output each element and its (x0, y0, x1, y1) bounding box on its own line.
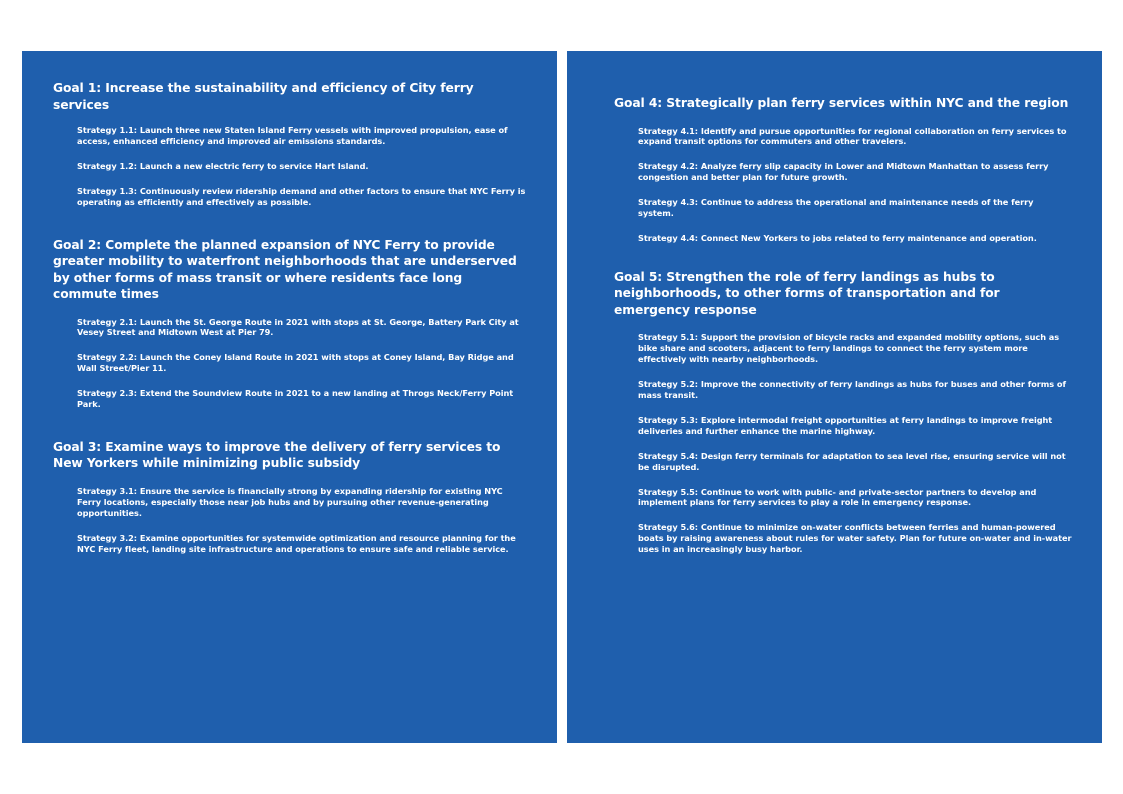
left-page (22, 51, 557, 743)
goal-4-section (614, 95, 1072, 244)
strategy-5-3: Strategy 5.3: Explore intermodal freight opportunities at ferry landings to improve freight deliveries and further enhance the marine highway. (638, 414, 1053, 436)
goal-3-title: Goal 3: Examine ways to improve the delivery of ferry services to New Yorkers while minimizing public subsidy (53, 439, 501, 471)
goal-2-section (53, 237, 527, 410)
goal-1-title: Goal 1: Increase the sustainability and efficiency of City ferry services (53, 81, 474, 112)
strategy-4-4: Strategy 4.4: Connect New Yorkers to jobs related to ferry maintenance and operation. (638, 232, 1037, 243)
strategy-4-2: Strategy 4.2: Analyze ferry slip capacity in Lower and Midtown Manhattan to assess ferry congestion and better plan for future growth. (638, 161, 1049, 183)
strategy-1-1: Strategy 1.1: Launch three new Staten Island Ferry vessels with improved propulsion, ease of access, enhanced efficiency and improved air emissions standards. (77, 125, 508, 146)
strategy-1-2: Strategy 1.2: Launch a new electric ferry to service Hart Island. (77, 160, 369, 171)
strategy-5-4: Strategy 5.4: Design ferry terminals for adaptation to sea level rise, ensuring service will not be disrupted. (638, 450, 1066, 472)
goal-5-title: Goal 5: Strengthen the role of ferry landings as hubs to neighborhoods, to other forms of transportation and for emergency response (614, 269, 1000, 317)
strategy-2-1: Strategy 2.1: Launch the St. George Route in 2021 with stops at St. George, Battery Park City at Vesey Street and Midtown West at Pier 79. (77, 316, 519, 338)
strategy-1-3: Strategy 1.3: Continuously review ridership demand and other factors to ensure that NYC Ferry is operating as efficiently and effectively as possible. (77, 185, 526, 207)
goal-5-section (614, 269, 1072, 555)
strategy-4-3: Strategy 4.3: Continue to address the operational and maintenance needs of the ferry system. (638, 197, 1034, 219)
strategy-2-2: Strategy 2.2: Launch the Coney Island Route in 2021 with stops at Coney Island, Bay Ridge and Wall Street/Pier 11. (77, 352, 514, 374)
goal-2-title: Goal 2: Complete the planned expansion of NYC Ferry to provide greater mobility to waterfront neighborhoods that are underserved by other forms of mass transit or where residents face long commute times (53, 237, 517, 302)
strategy-5-1: Strategy 5.1: Support the provision of bicycle racks and expanded mobility options, such as bike share and scooters, adjacent to ferry landings to connect the ferry system more effectively with nearby neighborhoods. (638, 332, 1060, 365)
strategy-5-6: Strategy 5.6: Continue to minimize on-water conflicts between ferries and human-powered boats by raising awareness about rules for water safety. Plan for future on-water and in-water uses in an increasingly busy harbor. (638, 522, 1072, 555)
strategy-5-5: Strategy 5.5: Continue to work with public- and private-sector partners to develop and implement plans for ferry services to play a role in emergency response. (638, 486, 1037, 508)
strategy-3-2: Strategy 3.2: Examine opportunities for systemwide optimization and resource planning for the NYC Ferry fleet, landing site infrastructure and operations to ensure safe and reliable service. (77, 532, 516, 554)
right-page (567, 51, 1102, 743)
strategy-4-1: Strategy 4.1: Identify and pursue opportunities for regional collaboration on ferry services to expand transit options for commuters and other travelers. (638, 125, 1067, 147)
goal-3-section (53, 439, 527, 555)
goal-4-title: Goal 4: Strategically plan ferry services within NYC and the region (614, 96, 1069, 110)
goal-1-section (53, 80, 527, 208)
strategy-2-3: Strategy 2.3: Extend the Soundview Route in 2021 to a new landing at Throgs Neck/Ferry Point Park. (77, 388, 514, 410)
strategy-3-1: Strategy 3.1: Ensure the service is financially strong by expanding ridership for existing NYC Ferry locations, especially those near job hubs and by pursuing other revenue-generating opportunities. (77, 485, 503, 518)
strategy-5-2: Strategy 5.2: Improve the connectivity of ferry landings as hubs for buses and other forms of mass transit. (638, 379, 1066, 400)
